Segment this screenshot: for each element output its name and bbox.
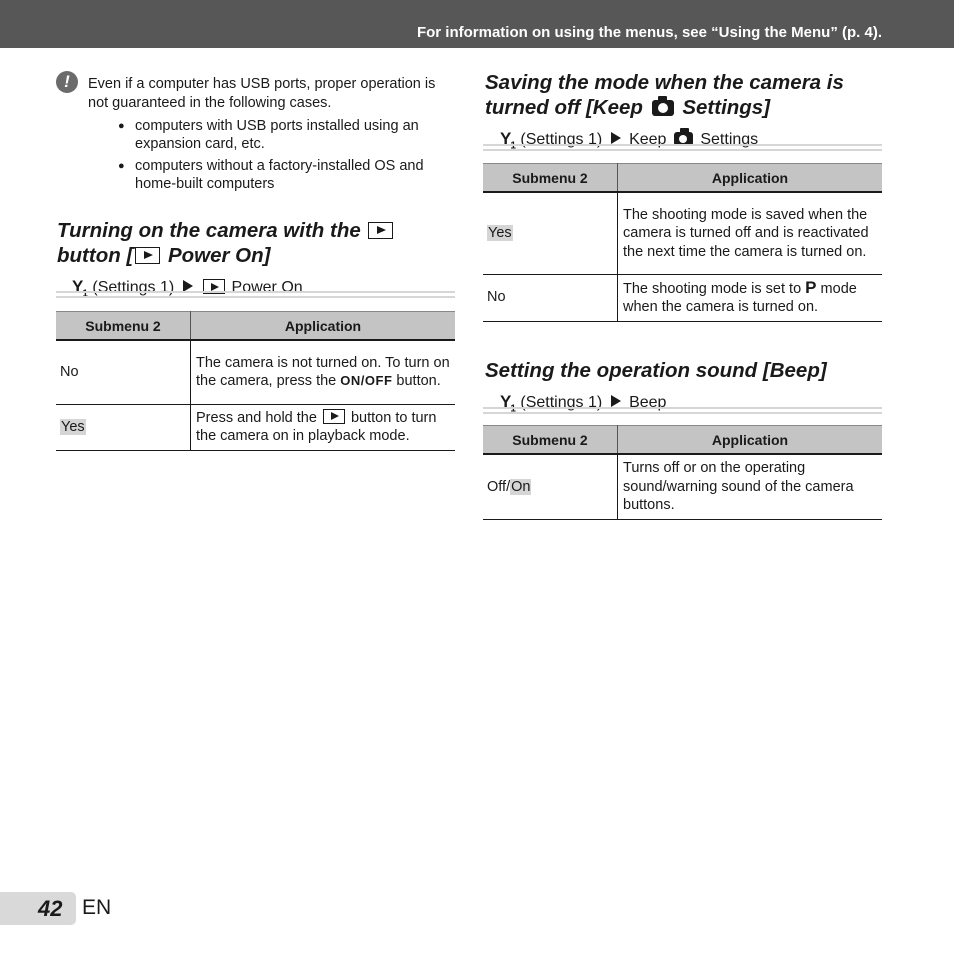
column-header: Application <box>618 426 883 455</box>
page-number: 42 <box>38 896 63 921</box>
on-off-label: ON/OFF <box>340 373 393 389</box>
table-row: No The camera is not turned on. To turn on the camera, press the ON/OFF button. <box>56 340 455 404</box>
note-text: Even if a computer has USB ports, proper operation is not guaranteed in the following cases. <box>88 76 436 111</box>
program-mode-icon: P <box>805 277 817 297</box>
column-header: Application <box>618 164 883 193</box>
section-title-power-on: Turning on the camera with the button [ Power On] <box>57 218 457 268</box>
playback-icon <box>135 247 160 264</box>
column-header: Submenu 2 <box>483 164 618 193</box>
column-header: Submenu 2 <box>483 426 618 455</box>
list-item: ● computers without a factory-installed OS and home-built computers <box>118 157 458 193</box>
table-beep <box>483 425 882 520</box>
header-bar <box>0 0 954 48</box>
camera-icon <box>652 100 674 116</box>
column-header: Submenu 2 <box>56 312 191 341</box>
playback-icon <box>368 222 393 239</box>
divider <box>483 407 882 414</box>
playback-icon <box>323 409 345 424</box>
table-row: Yes The shooting mode is saved when the camera is turned off and is reactivated the next time the camera is turned on. <box>483 192 882 274</box>
section-title-keep-settings: Saving the mode when the camera is turned off [Keep Settings] <box>485 71 844 119</box>
list-item: ● computers with USB ports installed using an expansion card, etc. <box>118 117 458 153</box>
note-bullets <box>118 117 458 197</box>
caution-icon: ! <box>56 71 78 93</box>
table-power-on <box>56 311 455 451</box>
section-title-beep: Setting the operation sound [Beep] <box>485 359 827 382</box>
settings-tab-icon: $Y_1$ <box>500 129 516 152</box>
divider <box>56 291 455 298</box>
header-text: For information on using the menus, see “Using the Menu” (p. 4). <box>416 24 882 41</box>
settings-tab-icon: $Y_1$ <box>500 392 516 415</box>
menu-path-keep-settings: $Y_1$ (Settings 1) Keep Settings <box>500 129 759 152</box>
menu-path-power-on: $Y_1$ (Settings 1) Power On <box>72 277 303 300</box>
table-keep-settings <box>483 163 882 322</box>
table-row: No The shooting mode is set to P mode when the camera is turned on. <box>483 274 882 321</box>
column-header: Application <box>191 312 456 341</box>
arrow-right-icon <box>611 132 621 144</box>
table-row: Yes Press and hold the button to turn the camera on in playback mode. <box>56 404 455 450</box>
table-row: Off/On Turns off or on the operating sound/warning sound of the camera buttons. <box>483 454 882 519</box>
settings-tab-icon: $Y_1$ <box>72 277 88 300</box>
arrow-right-icon <box>611 395 621 407</box>
language-label: EN <box>82 896 112 919</box>
divider <box>483 144 882 151</box>
menu-path-beep: $Y_1$ (Settings 1) Beep <box>500 392 667 415</box>
